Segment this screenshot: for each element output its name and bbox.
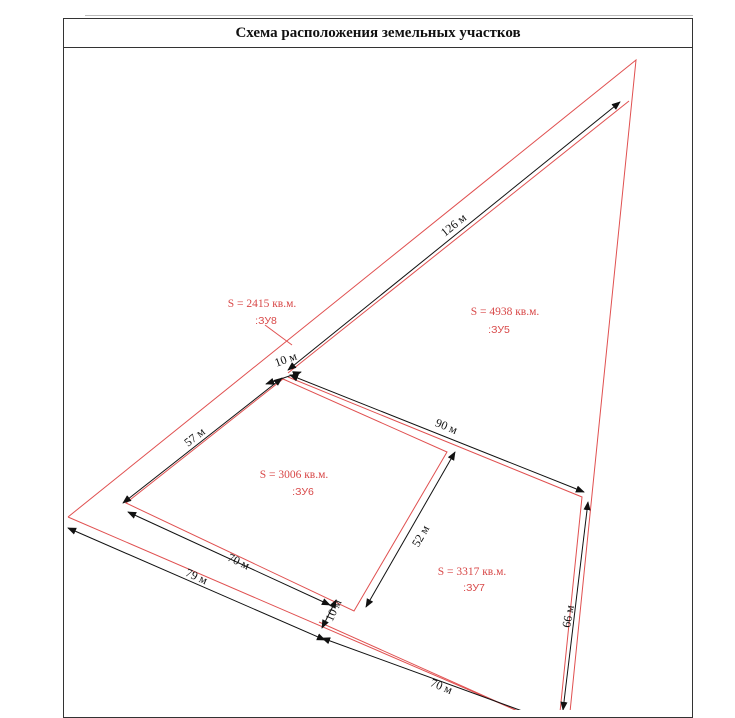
zu8-area: S = 2415 кв.м.: [227, 298, 297, 310]
dim-70-inner-label: 70 м: [225, 550, 252, 573]
zu7-area: S = 3317 кв.м.: [437, 566, 507, 578]
zu6-code: :ЗУ6: [292, 486, 314, 498]
dim-52-label: 52 м: [408, 522, 433, 550]
outer-bottom-edge: [68, 517, 520, 710]
dim-90-line: [290, 375, 584, 492]
zu8-code: :ЗУ8: [255, 315, 277, 327]
zu8-inner-diagonal: [288, 101, 629, 373]
page-title: Схема расположения земельных участков: [235, 24, 521, 41]
zu7-bottom-edge: [319, 622, 520, 710]
leader-line: [265, 325, 292, 345]
dim-79-label: 79 м: [183, 565, 210, 588]
dim-70-bottom-label: 70 м: [428, 675, 455, 698]
zu7-code: :ЗУ7: [463, 582, 485, 594]
zu5-code: :ЗУ5: [488, 324, 510, 336]
dim-10-top-label: 10 м: [272, 348, 299, 370]
parcel-labels: [228, 298, 540, 594]
dim-10-bottom-label: 10 м: [322, 597, 345, 624]
zu6-area: S = 3006 кв.м.: [259, 469, 329, 481]
dim-70-bottom-line: [322, 638, 525, 710]
dim-126-line: [288, 102, 620, 370]
dim-57-label: 57 м: [181, 424, 208, 450]
dim-66-label: 66 м: [559, 603, 577, 629]
zu5-area: S = 4938 кв.м.: [470, 306, 540, 318]
zu6-boundary: [126, 379, 447, 611]
dim-52-line: [366, 452, 455, 607]
dimension-labels: [181, 210, 577, 697]
dim-10-top-line: [266, 372, 301, 384]
dim-79-line: [68, 528, 325, 640]
dim-57-line: [123, 378, 282, 503]
dim-126-label: 126 м: [437, 210, 469, 240]
dim-90-label: 90 м: [433, 415, 460, 438]
